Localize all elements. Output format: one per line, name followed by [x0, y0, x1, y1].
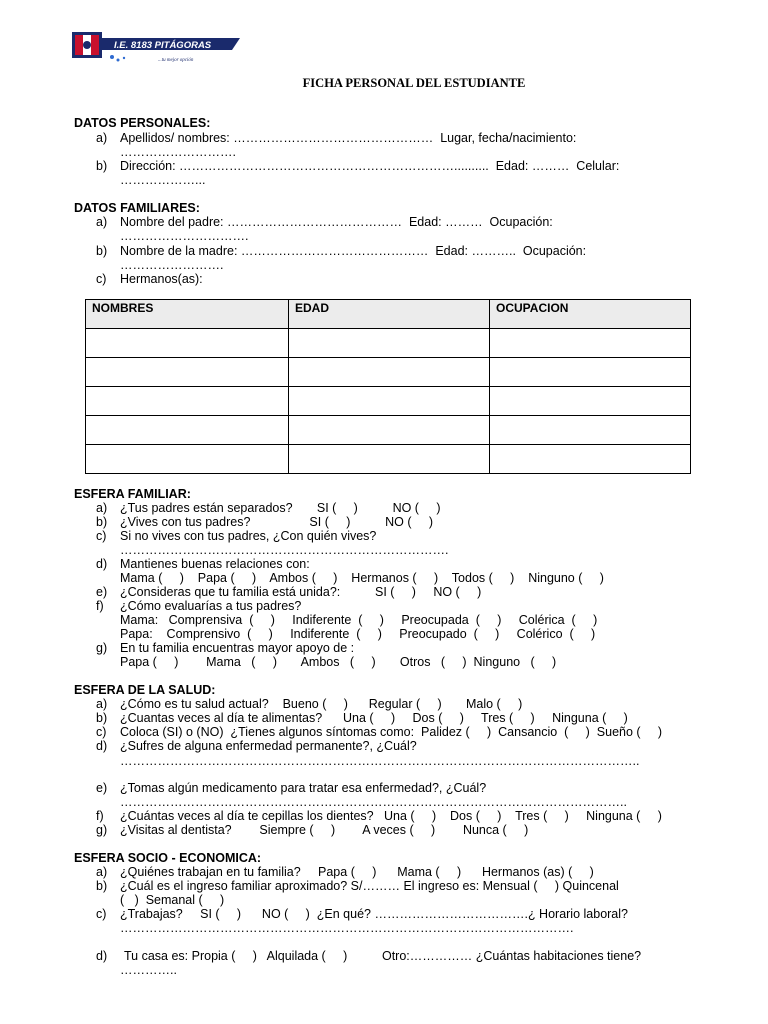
apellidos-text: Apellidos/ nombres: ………………………………………… Lugar, fecha/nacimiento:: [120, 131, 577, 145]
hermanos-text: Hermanos(as):: [120, 272, 203, 286]
q-vives: [96, 515, 433, 529]
q-apoyo: [96, 641, 354, 655]
table-cell[interactable]: [289, 445, 490, 474]
table-cell[interactable]: [490, 329, 691, 358]
table-cell[interactable]: [289, 387, 490, 416]
item-letter: b): [96, 515, 108, 529]
item-letter: d): [96, 949, 108, 963]
q-evaluar: [96, 599, 301, 613]
item-letter: b): [96, 244, 108, 258]
q-text: En tu familia encuentras mayor apoyo de :: [120, 641, 355, 655]
q-cont: Mama ( ) Papa ( ) Ambos ( ) Hermanos ( ) Todos ( ) Ninguno ( ): [120, 571, 604, 585]
padre-cont: ………………………….: [120, 229, 249, 243]
q-alimentas: [96, 711, 628, 725]
q-salud: [96, 697, 522, 711]
table-cell[interactable]: [86, 387, 289, 416]
section-datos-familiares: DATOS FAMILIARES:: [74, 201, 200, 215]
apellidos-cont: ……………………….: [120, 145, 236, 159]
padre-text: Nombre del padre: …………………………………… Edad: ……… Ocupación:: [120, 215, 553, 229]
col-ocupacion: OCUPACION: [490, 300, 691, 329]
item-letter: c): [96, 725, 107, 739]
item-letter: e): [96, 781, 108, 795]
table-cell[interactable]: [490, 445, 691, 474]
q-medicamento: [96, 781, 486, 795]
item-letter: g): [96, 823, 108, 837]
logo-slogan: ...tu mejor opción: [158, 58, 194, 63]
q-dentista: [96, 823, 528, 837]
item-letter: a): [96, 697, 108, 711]
q-text: ¿Vives con tus padres? SI ( ) NO ( ): [120, 515, 434, 529]
section-esfera-socio: ESFERA SOCIO - ECONOMICA:: [74, 851, 262, 865]
item-letter: b): [96, 879, 108, 893]
q-text: ¿Cuantas veces al día te alimentas? Una ( ) Dos ( ) Tres ( ) Ninguna ( ): [120, 711, 628, 725]
q-text: ¿Trabajas? SI ( ) NO ( ) ¿En qué? ……………………………….¿ Horario laboral?: [120, 907, 628, 921]
table-cell[interactable]: [86, 329, 289, 358]
q-cont: …………………………………………………………………….: [120, 543, 449, 557]
item-letter: b): [96, 159, 108, 173]
col-edad: EDAD: [289, 300, 490, 329]
q-text: Mantienes buenas relaciones con:: [120, 557, 310, 571]
direccion-cont: ………………...: [120, 173, 206, 187]
q-cont: Mama: Comprensiva ( ) Indiferente ( ) Preocupada ( ) Colérica ( ): [120, 613, 598, 627]
q-sintomas: [96, 725, 662, 739]
q-cont: …………………………………………………………………………………………………………..: [120, 795, 627, 809]
q-text: ¿Tus padres están separados? SI ( ) NO ( ): [120, 501, 441, 515]
item-letter: c): [96, 907, 107, 921]
table-cell[interactable]: [86, 416, 289, 445]
table-row: [86, 387, 691, 416]
q-text: ¿Visitas al dentista? Siempre ( ) A veces ( ) Nunca ( ): [120, 823, 529, 837]
table-cell[interactable]: [490, 358, 691, 387]
q-dientes: [96, 809, 662, 823]
item-letter: a): [96, 131, 108, 145]
q-enfermedad: [96, 739, 417, 753]
item-letter: f): [96, 809, 104, 823]
section-datos-personales: DATOS PERSONALES:: [74, 116, 211, 130]
q-text: ¿Cuál es el ingreso familiar aproximado? S/……… El ingreso es: Mensual ( ) Quincenal: [120, 879, 619, 893]
q-separados: [96, 501, 440, 515]
q-text: ¿Quiénes trabajan en tu familia? Papa ( ) Mama ( ) Hermanos (as) ( ): [120, 865, 594, 879]
q-text: ¿Consideras que tu familia está unida?: SI ( ) NO ( ): [120, 585, 482, 599]
item-letter: a): [96, 865, 108, 879]
table-cell[interactable]: [86, 445, 289, 474]
table-cell[interactable]: [86, 358, 289, 387]
q-text: Si no vives con tus padres, ¿Con quién vives?: [120, 529, 377, 543]
section-esfera-familiar: ESFERA FAMILIAR:: [74, 487, 191, 501]
item-letter: g): [96, 641, 108, 655]
item-letter: c): [96, 529, 107, 543]
q-text: ¿Cómo es tu salud actual? Bueno ( ) Regular ( ) Malo ( ): [120, 697, 523, 711]
logo-text: I.E. 8183 PITÁGORAS: [114, 40, 212, 51]
q-text: ¿Tomas algún medicamento para tratar esa enfermedad?, ¿Cuál?: [120, 781, 487, 795]
q-text: Coloca (SI) o (NO) ¿Tienes algunos síntomas como: Palidez ( ) Cansancio ( ) Sueño ( ): [120, 725, 663, 739]
field-hermanos: [96, 272, 203, 286]
item-letter: a): [96, 215, 108, 229]
madre-text: Nombre de la madre: ……………………………………… Edad: ……….. Ocupación:: [120, 244, 587, 258]
table-cell[interactable]: [289, 358, 490, 387]
field-madre: [96, 244, 586, 258]
q-relaciones: [96, 557, 310, 571]
q-trabajan: [96, 865, 594, 879]
q-text: ¿Sufres de alguna enfermedad permanente?, ¿Cuál?: [120, 739, 417, 753]
table-cell[interactable]: [490, 416, 691, 445]
table-header-row: [86, 300, 691, 329]
field-apellidos: [96, 131, 576, 145]
table-row: [86, 445, 691, 474]
section-esfera-salud: ESFERA DE LA SALUD:: [74, 683, 216, 697]
q-casa: [96, 949, 641, 963]
school-logo: [72, 30, 242, 70]
q-ingreso: [96, 879, 619, 893]
table-cell[interactable]: [289, 416, 490, 445]
q-cont: …………..: [120, 963, 177, 977]
q-unida: [96, 585, 481, 599]
page-title: FICHA PERSONAL DEL ESTUDIANTE: [302, 76, 526, 90]
q-cont: ( ) Semanal ( ): [120, 893, 225, 907]
item-letter: d): [96, 739, 108, 753]
q-text: ¿Cuántas veces al día te cepillas los dientes? Una ( ) Dos ( ) Tres ( ) Ninguna ( ): [120, 809, 662, 823]
table-cell[interactable]: [289, 329, 490, 358]
q-cont: Papa ( ) Mama ( ) Ambos ( ) Otros ( ) Ninguno ( ): [120, 655, 557, 669]
field-padre: [96, 215, 553, 229]
item-letter: b): [96, 711, 108, 725]
col-nombres: NOMBRES: [86, 300, 289, 329]
item-letter: c): [96, 272, 107, 286]
q-text: Tu casa es: Propia ( ) Alquilada ( ) Otro:…………… ¿Cuántas habitaciones tiene?: [124, 949, 642, 963]
q-cont: ……………………………………………………………………………………………….: [120, 921, 574, 935]
item-letter: d): [96, 557, 108, 571]
table-row: [86, 329, 691, 358]
item-letter: f): [96, 599, 104, 613]
table-row: [86, 358, 691, 387]
item-letter: e): [96, 585, 108, 599]
q-text: ¿Cómo evaluarías a tus padres?: [120, 599, 302, 613]
table-cell[interactable]: [490, 387, 691, 416]
direccion-text: Dirección: ………………………………………………………….......... Edad: ……… Celular:: [120, 159, 620, 173]
q-con-quien: [96, 529, 376, 543]
item-letter: a): [96, 501, 108, 515]
hermanos-table: [85, 299, 691, 474]
q-cont: ……………………………………………………………………………………………………………..: [120, 754, 640, 768]
field-direccion: [96, 159, 619, 173]
q-cont: Papa: Comprensivo ( ) Indiferente ( ) Preocupado ( ) Colérico ( ): [120, 627, 596, 641]
q-trabajas: [96, 907, 628, 921]
table-row: [86, 416, 691, 445]
madre-cont: …………………….: [120, 258, 224, 272]
